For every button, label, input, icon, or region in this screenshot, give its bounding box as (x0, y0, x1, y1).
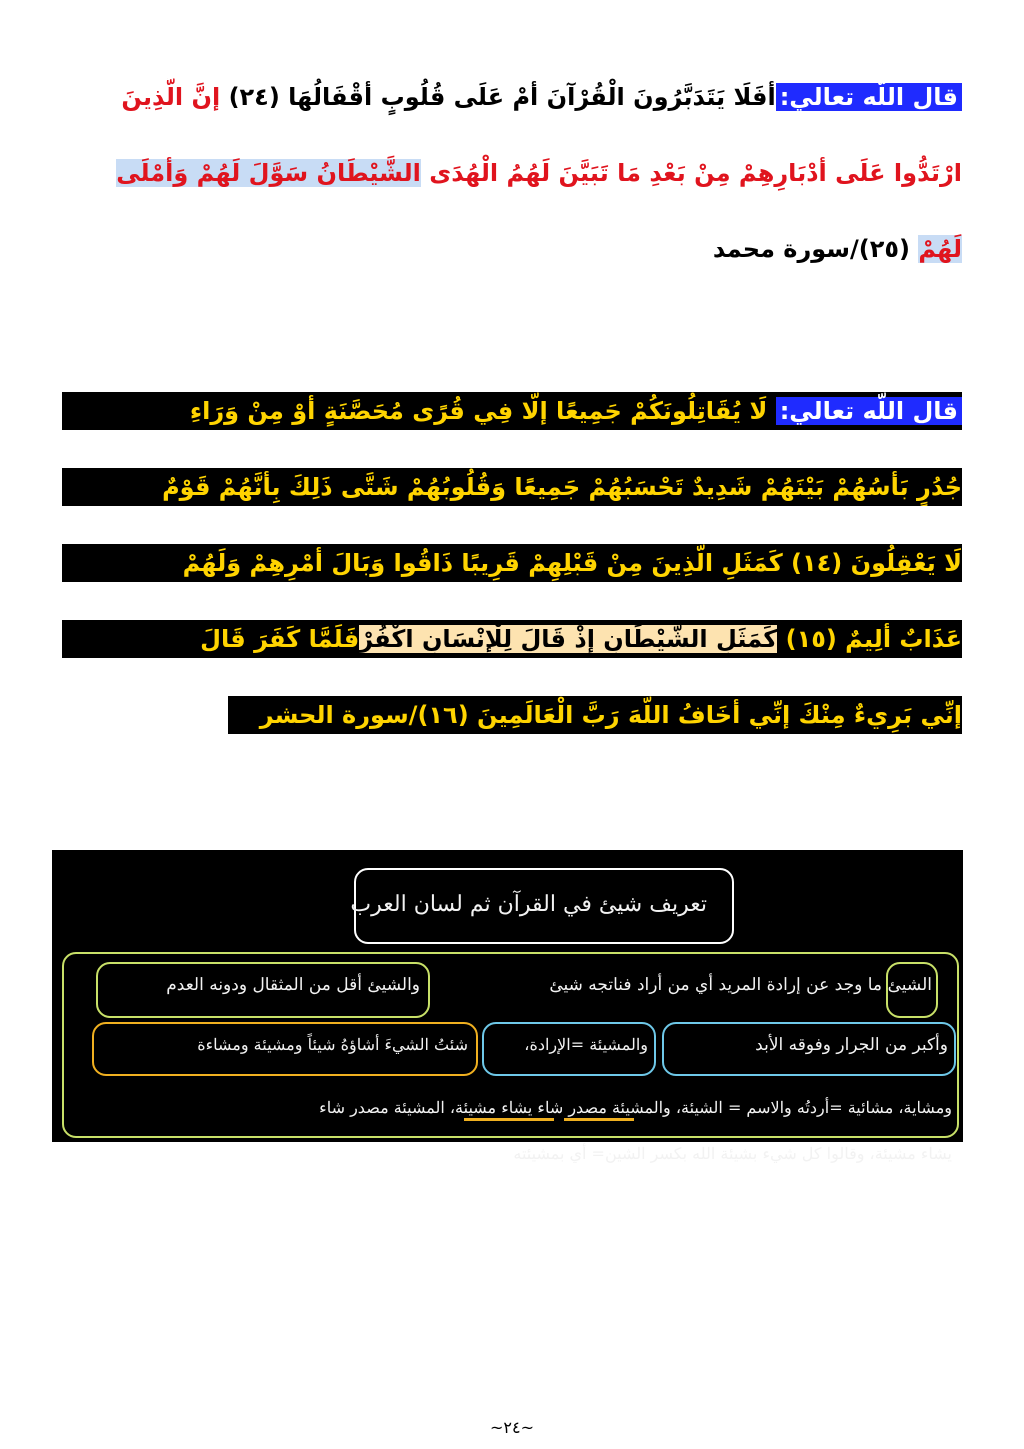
board-text: والمشيئة =الإرادة، (524, 1035, 648, 1054)
handwritten-board (52, 850, 963, 1163)
block2-line4 (62, 620, 962, 658)
verse-text: فَلَمَّا كَفَرَ قَالَ (200, 625, 360, 653)
block2-line2: جُدُرٍ بَأسُهُمْ بَيْنَهُمْ شَدِيدٌ تَحْسَبُهُمْ جَمِيعًا وَقُلُوبُهُمْ شَتَّى ذَلِكَ بِأنَّهُمْ قَوْمٌ (62, 468, 962, 506)
board-text: وأكبر من الجرار وفوقه الأبد (755, 1035, 948, 1055)
verse-red-text: إنَّ الَّذِينَ (121, 83, 221, 111)
block1-line3 (62, 230, 962, 268)
board-text: ومشاية، مشائية =أردتُه والاسم = الشيئة، والمشيئة مصدر شاء يشاء مشيئة، المشيئة مصدر شاء (319, 1098, 952, 1117)
board-term: الشيئ (887, 975, 932, 995)
underline (564, 1118, 634, 1121)
block2-line1 (62, 392, 962, 430)
verse-intro-label: قال اللّه تعالي: (776, 83, 962, 111)
board-text: يشاء مشيئة، وقالوا كل شيء بشيئة الله بكسر الشين= أي بمشيئته (513, 1144, 952, 1163)
verse-red-text: ارْتَدُّوا عَلَى أدْبَارِهِمْ مِنْ بَعْدِ مَا تَبَيَّنَ لَهُمُ الْهُدَى (429, 159, 962, 187)
verse-highlighted-text: كَمَثَلِ الشَّيْطَانِ إذْ قَالَ لِلْإنْسَانِ اكْفُرْ (359, 625, 778, 653)
verse-text: أفَلَا يَتَدَبَّرُونَ الْقُرْآنَ أمْ عَلَى قُلُوبٍ أقْفَالُهَا (٢٤) (228, 83, 776, 111)
block2-line5: إنِّي بَرِيءٌ مِنْكَ إنِّي أخَافُ اللَّهَ رَبَّ الْعَالَمِينَ (١٦)/سورة الحشر (228, 696, 962, 734)
underline (464, 1118, 554, 1121)
verse-highlighted-text: الشَّيْطَانُ سَوَّلَ لَهُمْ وَأمْلَى (116, 159, 421, 187)
verse-red-text: لَهُمْ (918, 235, 962, 263)
block1-line1 (62, 78, 962, 116)
surah-reference: (٢٥)/سورة محمد (712, 235, 910, 263)
verse-text: لَا يُقَاتِلُونَكُمْ جَمِيعًا إلَّا فِي قُرًى مُحَصَّنَةٍ أوْ مِنْ وَرَاءِ (189, 397, 768, 425)
board-text: ما وجد عن إرادة المريد أي من أراد فناتجه شيئ (549, 975, 882, 995)
block1-line2 (82, 154, 962, 192)
board-text: والشيئ أقل من المثقال ودونه العدم (166, 975, 420, 995)
verse-text: عَذَابٌ ألِيمٌ (١٥) (785, 625, 962, 653)
verse-intro-label: قال اللّه تعالي: (776, 397, 962, 425)
board-title: تعريف شيئ في القرآن ثم لسان العرب (350, 892, 707, 917)
board-text: شئتُ الشيءَ أشاؤهُ شيئاً ومشيئة ومشاءة (197, 1035, 468, 1054)
page-number: ~٢٤~ (490, 1418, 534, 1437)
block2-line3: لَا يَعْقِلُونَ (١٤) كَمَثَلِ الَّذِينَ مِنْ قَبْلِهِمْ قَرِيبًا ذَاقُوا وَبَالَ أمْرِهِمْ وَلَهُمْ (62, 544, 962, 582)
